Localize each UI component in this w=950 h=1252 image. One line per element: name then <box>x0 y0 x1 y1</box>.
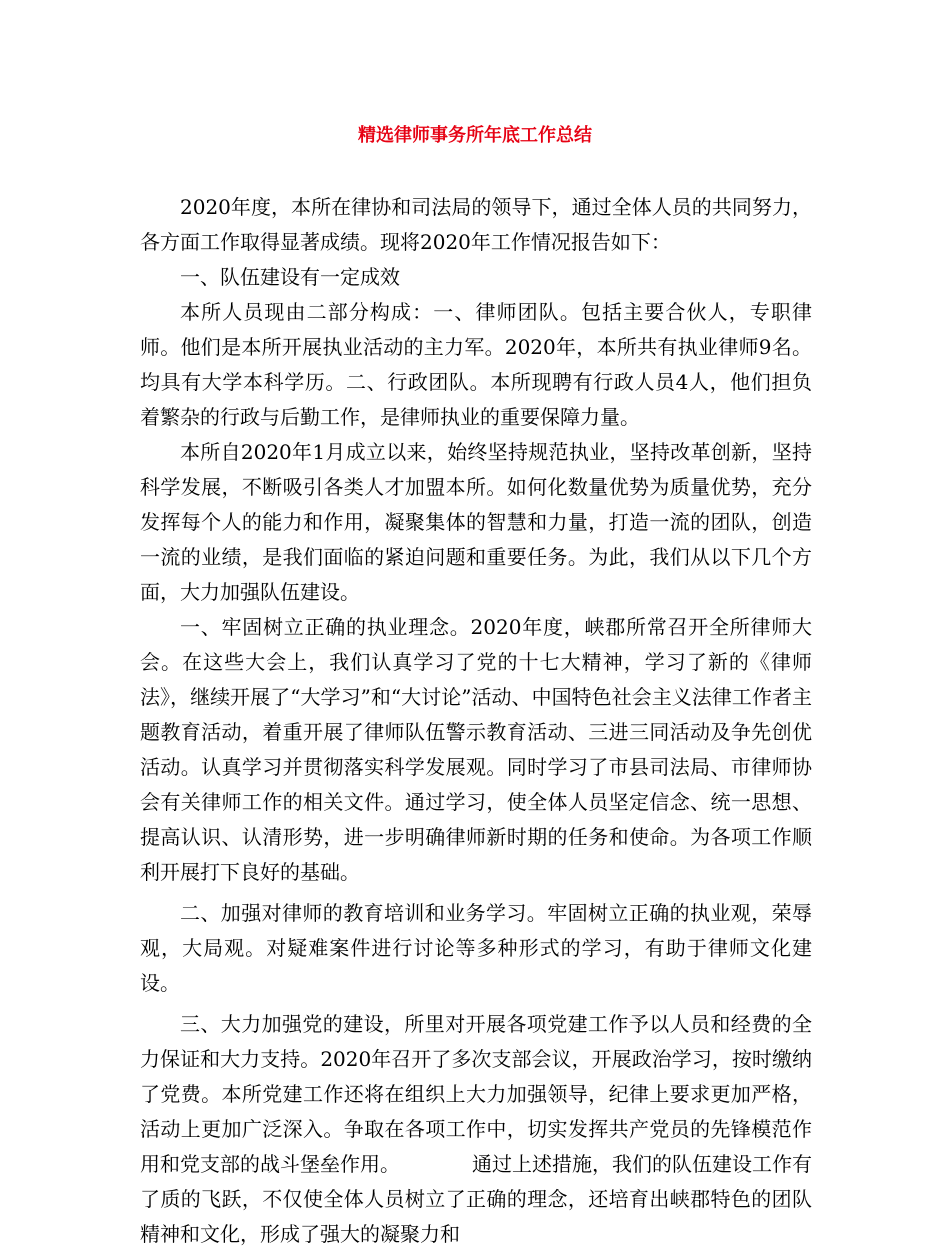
document-title: 精选律师事务所年底工作总结 <box>358 125 592 146</box>
paragraph-intro: 2020年度，本所在律协和司法局的领导下，通过全体人员的共同努力，各方面工作取得显著成绩。现将2020年工作情况报告如下： <box>140 195 812 254</box>
paragraph-item-three-text: 三、大力加强党的建设，所里对开展各项党建工作予以人员和经费的全力保证和大力支持。2020年召开了多次支部会议，开展政治学习，按时缴纳了党费。本所党建工作还将在组织上大力加强领导，纪律上要求更加严格，活动上更加广泛深入。争取在各项工作中，切实发挥共产党员的先锋模范作用和党支部的战斗堡垒作用。 <box>140 1012 812 1176</box>
section-heading-team: 一、队伍建设有一定成效 <box>180 265 400 289</box>
document-body <box>140 190 812 1252</box>
paragraph-history: 本所自2020年1月成立以来，始终坚持规范执业，坚持改革创新，坚持科学发展，不断吸引各类人才加盟本所。如何化数量优势为质量优势，充分发挥每个人的能力和作用，凝聚集体的智慧和力量，打造一流的团队，创造一流的业绩，是我们面临的紧迫问题和重要任务。为此，我们从以下几个方面，大力加强队伍建设。 <box>140 440 812 604</box>
paragraph-composition: 本所人员现由二部分构成：一、律师团队。包括主要合伙人，专职律师。他们是本所开展执业活动的主力军。2020年，本所共有执业律师9名。均具有大学本科学历。二、行政团队。本所现聘有行政人员4人，他们担负着繁杂的行政与后勤工作，是律师执业的重要保障力量。 <box>140 300 812 429</box>
paragraph-item-two: 二、加强对律师的教育培训和业务学习。牢固树立正确的执业观，荣辱观，大局观。对疑难案件进行讨论等多种形式的学习，有助于律师文化建设。 <box>140 901 812 995</box>
paragraph-summary: 通过上述措施，我们的队伍建设工作有了质的飞跃，不仅使全体人员树立了正确的理念，还培育出峡郡特色的团队精神和文化，形成了强大的凝聚力和 <box>140 1152 812 1246</box>
paragraph-item-three <box>140 1007 812 1252</box>
paragraph-item-one: 一、牢固树立正确的执业理念。2020年度，峡郡所常召开全所律师大会。在这些大会上，我们认真学习了党的十七大精神，学习了新的《律师法》，继续开展了“大学习”和“大讨论”活动、中国特色社会主义法律工作者主题教育活动，着重开展了律师队伍警示教育活动、三进三同活动及争先创优活动。认真学习并贯彻落实科学发展观。同时学习了市县司法局、市律师协会有关律师工作的相关文件。通过学习，使全体人员坚定信念、统一思想、提高认识、认清形势，进一步明确律师新时期的任务和使命。为各项工作顺利开展打下良好的基础。 <box>140 615 812 884</box>
